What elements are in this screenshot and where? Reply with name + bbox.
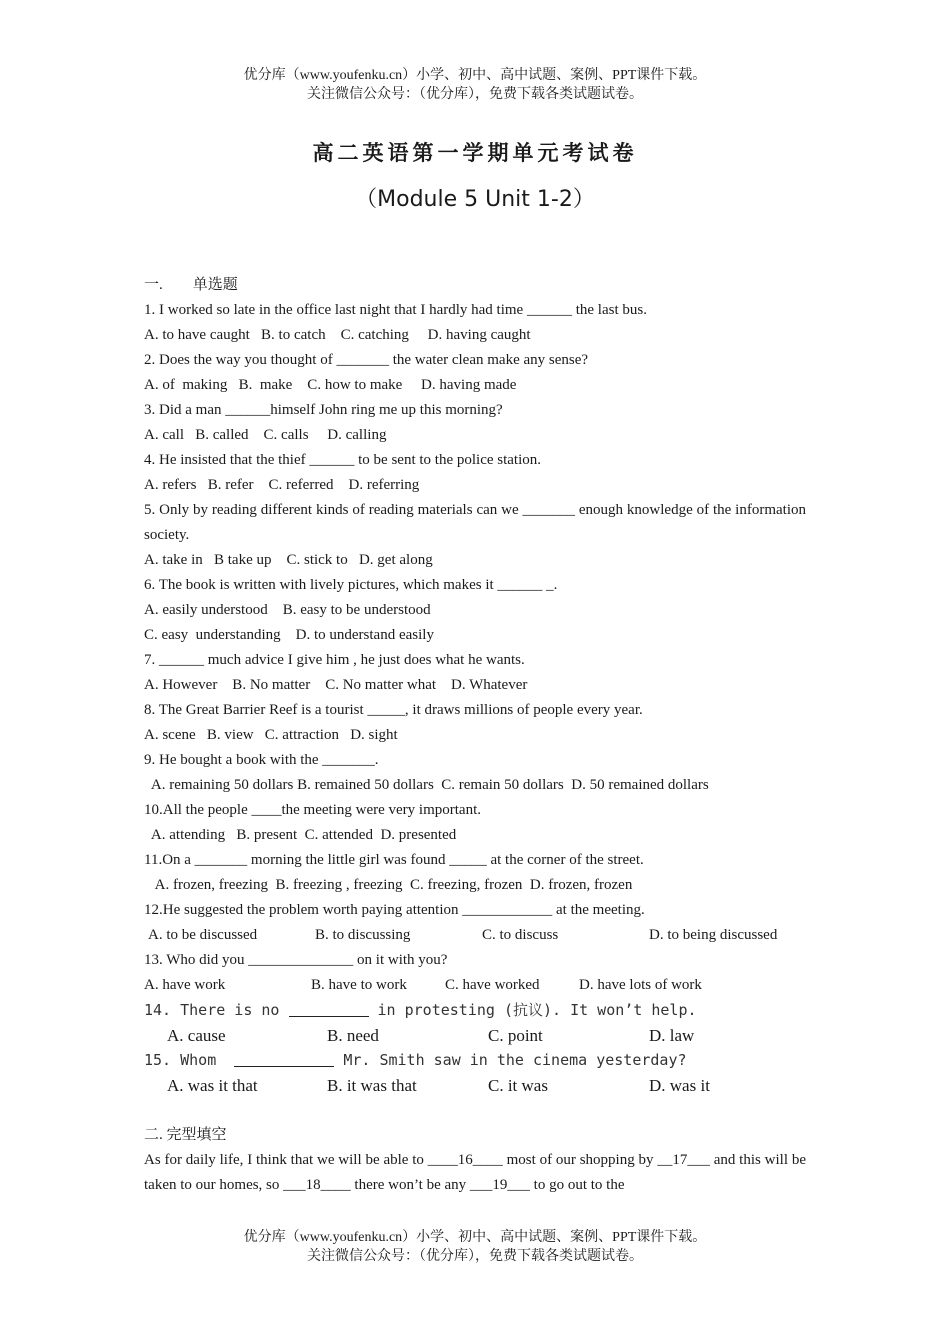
option-c: C. point	[488, 1026, 543, 1045]
options-line: A. take in B take up C. stick to D. get along	[144, 552, 433, 568]
question-14-options	[144, 1023, 806, 1048]
question-line: 7. ______ much advice I give him , he just does what he wants.	[144, 652, 525, 668]
question-13: 13. Who did you ______________ on it with you?	[144, 952, 448, 968]
option-b: B. have to work	[311, 977, 407, 993]
question-13-options	[144, 973, 806, 998]
option-a: A. cause	[167, 1026, 226, 1045]
question-10: 10.All the people ____the meeting were very important.	[144, 802, 481, 818]
cloze-paragraph: As for daily life, I think that we will be able to ____16____ most of our shopping by __17___ and this will be taken to our homes, so ___18____ there won’t be any ___19___ to go out to the	[144, 1152, 806, 1193]
question-15	[144, 1048, 806, 1073]
question-line: 2. Does the way you thought of _______ the water clean make any sense?	[144, 352, 589, 368]
option-a: A. to be discussed	[148, 927, 258, 943]
question-15-options	[144, 1073, 806, 1098]
option-b: B. need	[327, 1026, 379, 1045]
question-14	[144, 998, 806, 1023]
question-line: 4. He insisted that the thief ______ to be sent to the police station.	[144, 452, 542, 468]
section-2-heading: 二. 完型填空	[144, 1127, 227, 1143]
option-c: C. it was	[488, 1076, 548, 1095]
footer-line-1: 优分库（www.youfenku.cn）小学、初中、高中试题、案例、PPT课件下载。	[243, 1230, 707, 1245]
option-a: A. have work	[144, 977, 226, 993]
options-line: A. to have caught B. to catch C. catching D. having caught	[144, 327, 531, 343]
question-15-start: 15. Whom	[144, 1051, 235, 1069]
options-line: A. easily understood B. easy to be understood	[144, 602, 431, 618]
options-line: A. However B. No matter C. No matter what D. Whatever	[144, 677, 528, 693]
question-10-options: A. attending B. present C. attended D. presented	[148, 827, 457, 843]
option-c: C. to discuss	[482, 927, 559, 943]
question-12-options	[144, 923, 806, 948]
header-line-2: 关注微信公众号：（优分库），免费下载各类试题试卷。	[307, 87, 643, 102]
page-header	[0, 66, 950, 104]
question-line: 6. The book is written with lively pictures, which makes it ______ _.	[144, 577, 558, 593]
option-d: D. was it	[649, 1076, 710, 1095]
question-14-end: in protesting (抗议). It won’t help.	[368, 1001, 697, 1019]
options-line: C. easy understanding D. to understand easily	[144, 627, 434, 643]
question-11: 11.On a _______ morning the little girl was found _____ at the corner of the street.	[144, 852, 644, 868]
question-5: 5. Only by reading different kinds of reading materials can we _______ enough knowledge of the information society.	[144, 502, 806, 543]
question-line: 3. Did a man ______himself John ring me up this morning?	[144, 402, 503, 418]
exam-subtitle: （Module 5 Unit 1-2）	[355, 187, 595, 212]
option-b: B. it was that	[327, 1076, 417, 1095]
options-line: A. scene B. view C. attraction D. sight	[144, 727, 398, 743]
option-d: D. have lots of work	[579, 977, 702, 993]
question-15-end: Mr. Smith saw in the cinema yesterday?	[334, 1051, 687, 1069]
options-line: A. call B. called C. calls D. calling	[144, 427, 387, 443]
question-12: 12.He suggested the problem worth paying attention ____________ at the meeting.	[144, 902, 645, 918]
section-1-heading: 一. 单选题	[144, 277, 238, 293]
answer-blank	[289, 1000, 369, 1017]
option-b: B. to discussing	[315, 927, 411, 943]
question-line: 9. He bought a book with the _______.	[144, 752, 379, 768]
options-line: A. refers B. refer C. referred D. referring	[144, 477, 420, 493]
question-11-options: A. frozen, freezing B. freezing , freezing C. freezing, frozen D. frozen, frozen	[148, 877, 633, 893]
question-9-options: A. remaining 50 dollars B. remained 50 dollars C. remain 50 dollars D. 50 remained dollars	[148, 777, 709, 793]
option-c: C. have worked	[445, 977, 540, 993]
header-line-1: 优分库（www.youfenku.cn）小学、初中、高中试题、案例、PPT课件下载。	[243, 68, 707, 83]
question-line: 8. The Great Barrier Reef is a tourist _____, it draws millions of people every year.	[144, 702, 643, 718]
option-d: D. to being discussed	[649, 927, 778, 943]
options-line: A. of making B. make C. how to make D. having made	[144, 377, 517, 393]
exam-content	[144, 273, 806, 1198]
page-footer	[0, 1228, 950, 1266]
exam-title: 高二英语第一学期单元考试卷	[312, 140, 638, 165]
option-a: A. was it that	[167, 1076, 258, 1095]
option-d: D. law	[649, 1026, 695, 1045]
question-14-start: 14. There is no	[144, 1001, 289, 1019]
footer-line-2: 关注微信公众号：（优分库），免费下载各类试题试卷。	[307, 1249, 643, 1264]
question-line: 1. I worked so late in the office last night that I hardly had time ______ the last bus.	[144, 302, 647, 318]
answer-blank	[234, 1050, 334, 1067]
